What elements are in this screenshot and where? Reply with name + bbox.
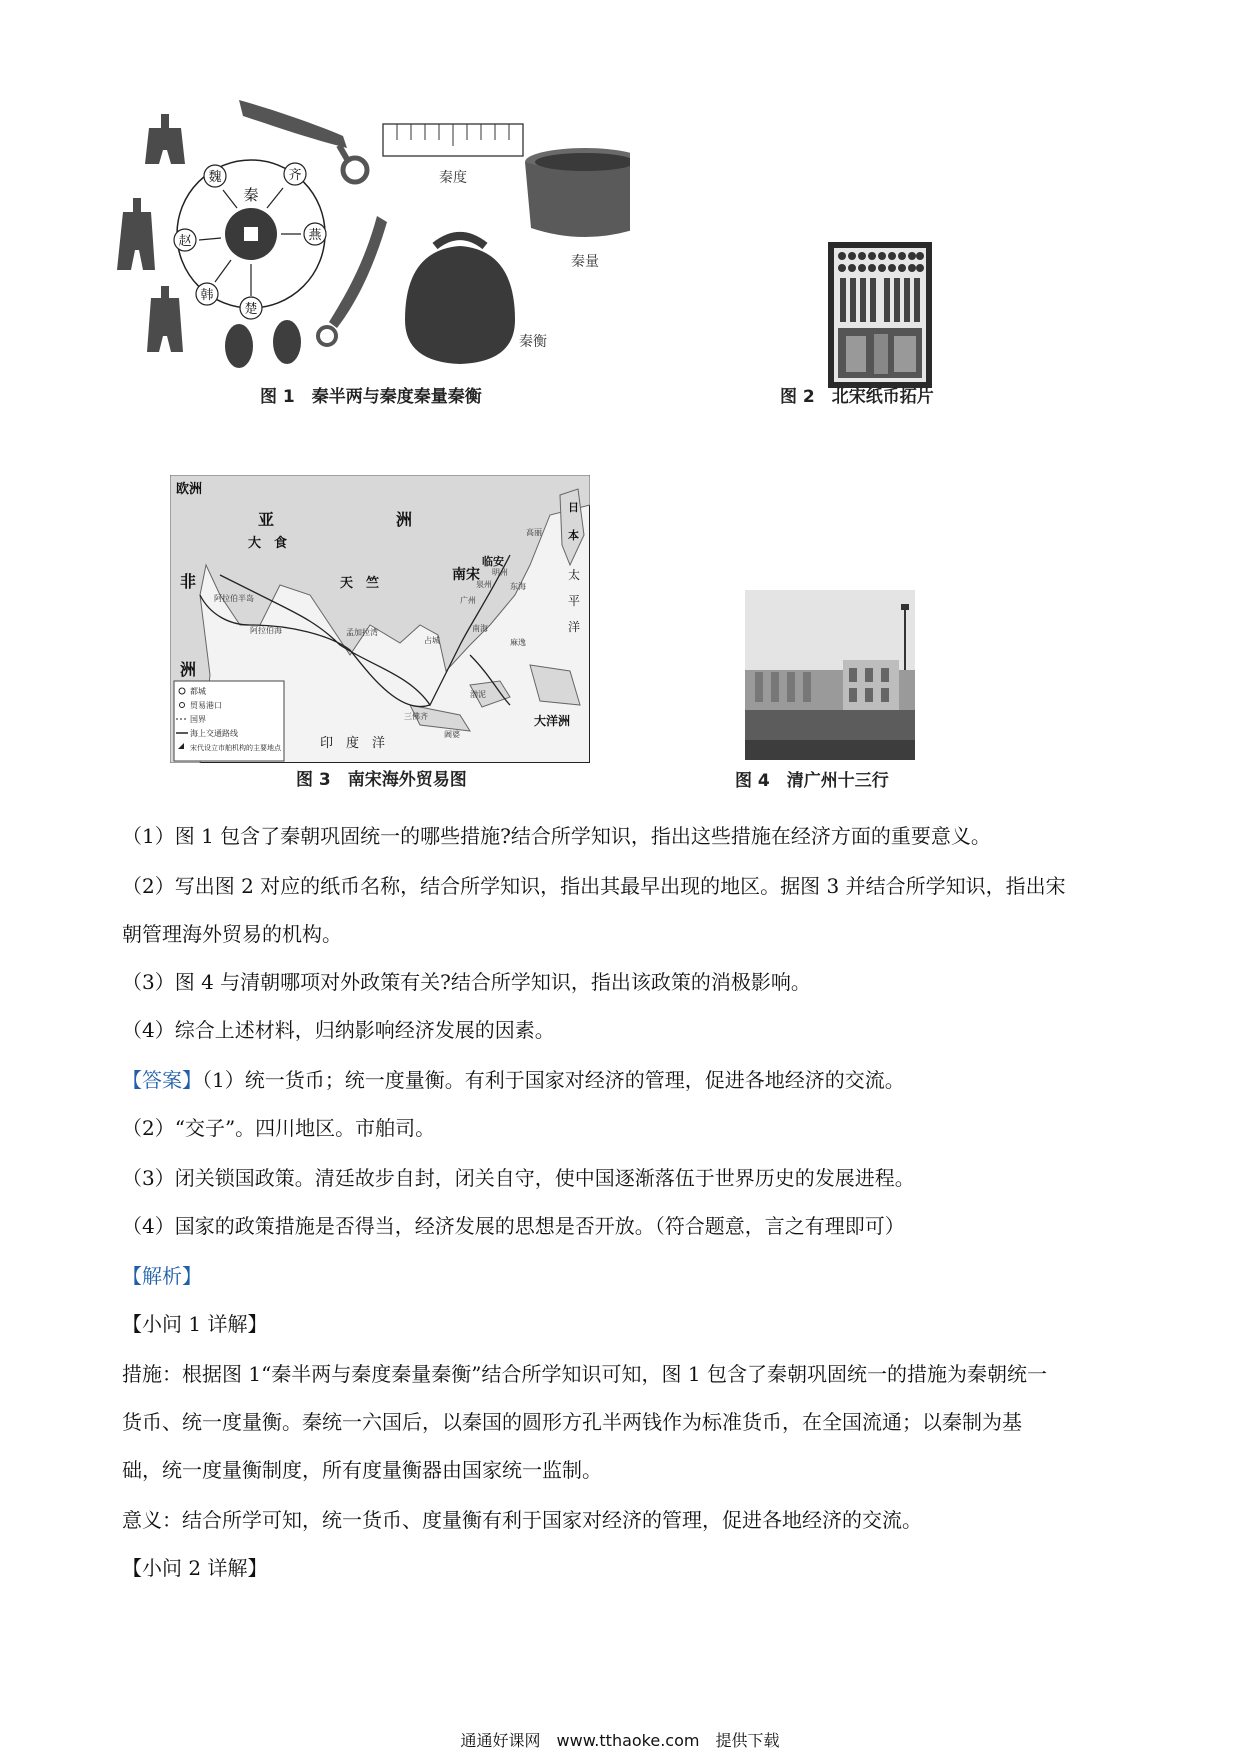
spade-coin-bottom [147,286,183,352]
map-label-tianzhu: 天 竺 [340,576,380,591]
map-label-lin-an: 临安 [482,555,504,568]
center-label-qin: 秦 [243,186,259,204]
map-label-dashi: 大 食 [248,536,288,551]
page-footer: 通通好课网 www.tthaoke.com 提供下载 [460,1731,780,1750]
weight-label: 秦衡 [519,334,547,350]
ring-label-yan: 燕 [308,228,322,243]
map-label-pacific-2: 平 [568,594,581,608]
map-label-mingzhou: 明州 [492,568,508,577]
figure-3 [170,475,610,805]
map-label-japan-2: 本 [568,529,579,542]
ring-label-zhao: 赵 [178,234,192,249]
legend-border: 国界 [190,715,206,724]
map-label-mayi: 麻逸 [510,638,526,647]
map-label-africa-2: 洲 [180,660,197,679]
legend-sea-route: 海上交通路线 [190,729,238,738]
ant-nose-coin-1 [225,324,253,368]
figure-2 [780,240,980,430]
map-label-quanzhou: 泉州 [476,580,492,589]
question-3: （3）图 4 与清朝哪项对外政策有关?结合所学知识，指出该政策的消极影响。 [122,970,811,994]
map-label-bonio: 渤泥 [470,690,486,699]
legend-shibo-sites: 宋代设立市舶机构的主要地点 [190,744,281,752]
answer-4: （4）国家的政策措施是否得当，经济发展的思想是否开放。（符合题意，言之有理即可） [122,1214,905,1238]
answer-tag: 【答案】 [122,1068,202,1092]
analysis-1-line-1: 措施：根据图 1“秦半两与秦度秦量秦衡”结合所学知识可知，图 1 包含了秦朝巩固统一的措施为秦朝统一 [122,1362,1047,1386]
map-label-gaoli: 高丽 [526,528,542,537]
figure-2-caption: 图 2 北宋纸币拓片 [780,387,934,407]
map-label-arabia: 阿拉伯半岛 [214,594,254,603]
map-label-dongshi: 东海 [510,582,526,591]
figure-4-caption: 图 4 清广州十三行 [735,771,889,791]
question-2-line-2: 朝管理海外贸易的机构。 [122,922,342,946]
southern-song-trade-map [170,475,590,763]
map-label-arab-sea: 阿拉伯海 [250,626,282,635]
measure-label: 秦量 [571,254,599,270]
analysis-tag: 【解析】 [122,1264,202,1288]
knife-coin-right [318,216,387,345]
map-label-indian-ocean: 印 度 洋 [320,736,386,751]
map-label-dubo: 阇婆 [444,730,460,739]
qin-measure-vessel [525,148,630,237]
ring-label-chu: 楚 [244,302,258,317]
legend-capital: 都城 [190,687,206,696]
ant-nose-coin-2 [273,320,301,364]
guangzhou-thirteen-hongs-photo [745,590,915,760]
spade-coin-top [145,114,185,164]
question-4: （4）综合上述材料，归纳影响经济发展的因素。 [122,1018,555,1042]
spade-coin-left [117,198,155,270]
map-label-oceania: 大洋洲 [534,714,571,728]
ring-label-qi: 齐 [288,168,302,183]
question-1: （1）图 1 包含了秦朝巩固统一的哪些措施?结合所学知识，指出这些措施在经济方面的重要意义。 [122,824,991,848]
figure-1-caption: 图 1 秦半两与秦度秦量秦衡 [260,387,482,407]
qin-weight [405,236,515,364]
answer-line-1 [122,1066,905,1094]
map-label-europe: 欧洲 [176,482,203,497]
ruler-label: 秦度 [439,170,467,186]
question-2-line-1: （2）写出图 2 对应的纸币名称，结合所学知识，指出其最早出现的地区。据图 3 并结合所学知识，指出宋 [122,874,1066,898]
map-label-zhancheng: 占城 [424,636,440,645]
map-label-nansong: 南宋 [452,567,480,583]
ring-label-han: 韩 [200,288,214,303]
sub-question-1-heading: 【小问 1 详解】 [122,1312,268,1336]
map-label-asia-1: 亚 [258,510,275,529]
song-paper-money-rubbing [780,240,980,390]
map-label-japan-1: 日 [568,501,579,514]
map-label-bengal: 孟加拉湾 [346,628,378,637]
analysis-1-line-2: 货币、统一度量衡。秦统一六国后，以秦国的圆形方孔半两钱作为标准货币，在全国流通；以秦制为基 [122,1410,1022,1434]
map-label-sanfoqi: 三佛齐 [404,712,428,721]
sub-question-2-heading: 【小问 2 详解】 [122,1556,268,1580]
figure-4 [735,590,955,805]
qin-unification-illustration [115,100,630,390]
qin-ruler [383,124,523,156]
figure-3-caption: 图 3 南宋海外贸易图 [296,770,467,790]
answer-2: （2）“交子”。四川地区。市舶司。 [122,1116,436,1140]
legend-trade-port: 贸易港口 [190,701,222,710]
ring-label-wei: 魏 [208,170,222,185]
answer-1: （1）统一货币；统一度量衡。有利于国家对经济的管理，促进各地经济的交流。 [202,1068,905,1092]
map-label-guangzhou: 广州 [460,596,476,605]
map-label-pacific-1: 太 [568,568,581,582]
map-label-africa-1: 非 [180,572,197,591]
figure-1 [115,100,630,430]
map-label-pacific-3: 洋 [568,620,581,634]
answer-3: （3）闭关锁国政策。清廷故步自封，闭关自守，使中国逐渐落伍于世界历史的发展进程。 [122,1166,915,1190]
analysis-1-line-4: 意义：结合所学可知，统一货币、度量衡有利于国家对经济的管理，促进各地经济的交流。 [122,1508,922,1532]
map-label-asia-2: 洲 [396,510,413,529]
analysis-1-line-3: 础，统一度量衡制度，所有度量衡器由国家统一监制。 [122,1458,602,1482]
map-label-nanhai: 南海 [472,624,488,633]
